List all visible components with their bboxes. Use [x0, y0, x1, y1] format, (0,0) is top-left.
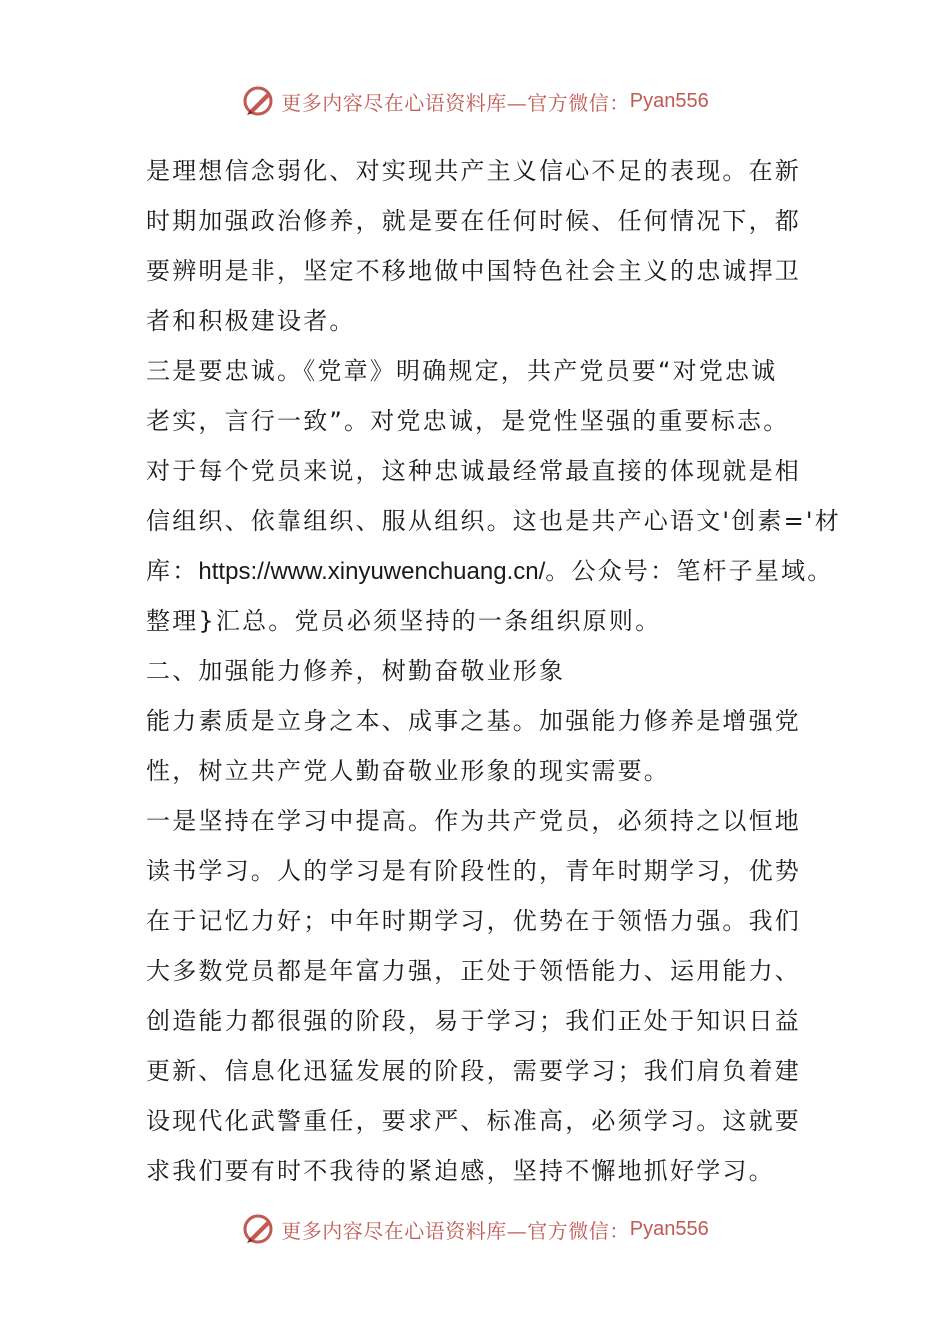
text-line: 整理}汇总。党员必须坚持的一条组织原则。: [146, 607, 662, 635]
text-line: 一是坚持在学习中提高。作为共产党员，必须持之以恒地: [146, 807, 801, 835]
text-line: 更新、信息化迅猛发展的阶段，需要学习；我们肩负着建: [146, 1057, 801, 1085]
text-line: 求我们要有时不我待的紧迫感，坚持不懈地抓好学习。: [146, 1157, 775, 1185]
header-banner: [0, 76, 950, 126]
text-line: 在于记忆力好；中年时期学习，优势在于领悟力强。我们: [146, 907, 801, 935]
banner-wechat-id: Pyan556: [629, 89, 709, 112]
text-line: 大多数党员都是年富力强，正处于领悟能力、运用能力、: [146, 957, 801, 985]
pen-logo-icon: [241, 1211, 277, 1247]
text-line: 性，树立共产党人勤奋敬业形象的现实需要。: [146, 757, 670, 785]
pen-logo-icon: [241, 83, 277, 119]
text-line: 是理想信念弱化、对实现共产主义信心不足的表现。在新: [146, 157, 801, 185]
text-line: 对于每个党员来说，这种忠诚最经常最直接的体现就是相: [146, 457, 801, 485]
document-body: [146, 146, 841, 1196]
website-link[interactable]: https://www.xinyuwenchuang.cn/: [198, 558, 546, 585]
text-line: 设现代化武警重任，要求严、标准高，必须学习。这就要: [146, 1107, 801, 1135]
text-line: 要辨明是非，坚定不移地做中国特色社会主义的忠诚捍卫: [146, 257, 801, 285]
banner-text: 更多内容尽在心语资料库—官方微信：: [281, 1218, 630, 1243]
text-line: 老实，言行一致”。对党忠诚，是党性坚强的重要标志。: [146, 407, 790, 435]
banner-text: 更多内容尽在心语资料库—官方微信：: [281, 90, 630, 115]
text-line-with-url: [146, 546, 834, 596]
text-line: 信组织、依靠组织、服从组织。这也是共产心语文'创素='材: [146, 507, 841, 535]
text-line: 时期加强政治修养，就是要在任何时候、任何情况下，都: [146, 207, 801, 235]
section-heading: 二、加强能力修养，树勤奋敬业形象: [146, 657, 566, 685]
text-line: 三是要忠诚。《党章》明确规定，共产党员要“对党忠诚: [146, 357, 778, 385]
text-line: 能力素质是立身之本、成事之基。加强能力修养是增强党: [146, 707, 801, 735]
text-line: 创造能力都很强的阶段，易于学习；我们正处于知识日益: [146, 1007, 801, 1035]
url-line-suffix: 。公众号：笔杆子星域。: [545, 557, 834, 585]
banner-wechat-id: Pyan556: [629, 1217, 709, 1240]
text-line: 读书学习。人的学习是有阶段性的，青年时期学习，优势: [146, 857, 801, 885]
url-line-prefix: 库：: [146, 557, 199, 585]
text-line: 者和积极建设者。: [146, 307, 356, 335]
footer-banner: [0, 1204, 950, 1254]
